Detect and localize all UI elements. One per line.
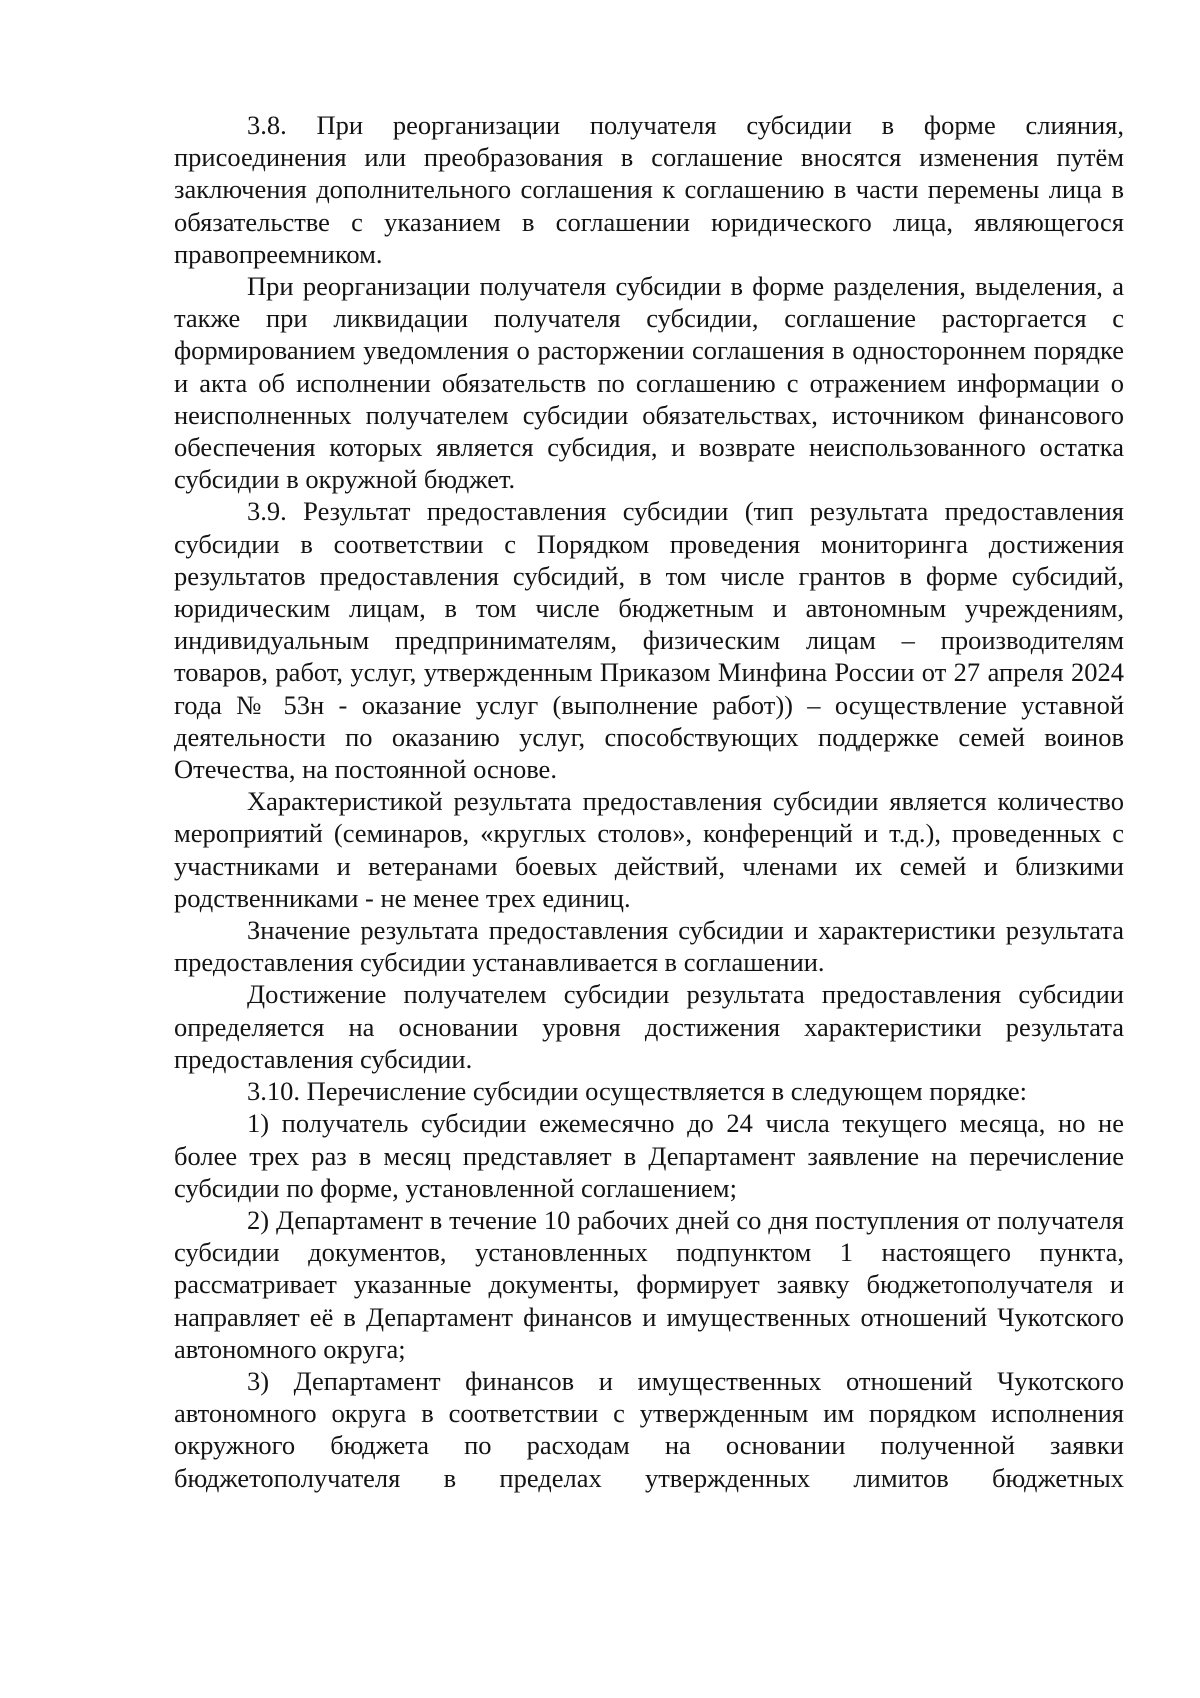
paragraph-result-achievement: Достижение получателем субсидии результата предоставления субсидии определяется на основании уровня достижения характеристики результата предоставления субсидии. <box>174 979 1124 1074</box>
paragraph-3-10: 3.10. Перечисление субсидии осуществляется в следующем порядке: <box>247 1076 1027 1107</box>
paragraph-step-3: 3) Департамент финансов и имущественных отношений Чукотского автономного округа в соответствии с утвержденным им порядком исполнения окружного бюджета по расходам на основании полученной заявки бюджетополучателя в пределах утвержденных лимитов бюджетных <box>174 1365 1124 1493</box>
paragraph-step-1: 1) получатель субсидии ежемесячно до 24 числа текущего месяца, но не более трех раз в месяц представляет в Департамент заявление на перечисление субсидии по форме, установленной соглашением; <box>174 1108 1124 1203</box>
paragraph-result-characteristic: Характеристикой результата предоставления субсидии является количество мероприятий (семинаров, «круглых столов», конференций и т.д.), проведенных с участниками и ветеранами боевых действий, членами их семей и близкими родственниками - не менее трех единиц. <box>174 786 1124 913</box>
paragraph-3-8: 3.8. При реорганизации получателя субсидии в форме слияния, присоединения или преобразования в соглашение вносятся изменения путём заключения дополнительного соглашения к соглашению в части перемены лица в обязательстве с указанием в соглашении юридического лица, являющегося правопреемником. <box>174 110 1124 269</box>
document-page <box>174 109 1124 1494</box>
paragraph-3-9: 3.9. Результат предоставления субсидии (тип результата предоставления субсидии в соответствии с Порядком проведения мониторинга достижения результатов предоставления субсидий, в том числе грантов в форме субсидий, юридическим лицам, в том числе бюджетным и автономным учреждениям, индивидуальным предпринимателям, физическим лицам – производителям товаров, работ, услуг, утвержденным Приказом Минфина России от 27 апреля 2024 года № 53н - оказание услуг (выполнение работ)) – осуществление уставной деятельности по оказанию услуг, способствующих поддержке семей воинов Отечества, на постоянной основе. <box>174 496 1124 785</box>
paragraph-reorganization-division: При реорганизации получателя субсидии в форме разделения, выделения, а также при ликвидации получателя субсидии, соглашение расторгается с формированием уведомления о расторжении соглашения в одностороннем порядке и акта об исполнении обязательств по соглашению с отражением информации о неисполненных получателем субсидии обязательствах, источником финансового обеспечения которых является субсидия, и возврате неиспользованного остатка субсидии в окружной бюджет. <box>174 271 1124 495</box>
paragraph-result-value: Значение результата предоставления субсидии и характеристики результата предоставления субсидии устанавливается в соглашении. <box>174 915 1124 978</box>
paragraph-step-2: 2) Департамент в течение 10 рабочих дней со дня поступления от получателя субсидии документов, установленных подпунктом 1 настоящего пункта, рассматривает указанные документы, формирует заявку бюджетополучателя и направляет её в Департамент финансов и имущественных отношений Чукотского автономного округа; <box>174 1204 1124 1364</box>
